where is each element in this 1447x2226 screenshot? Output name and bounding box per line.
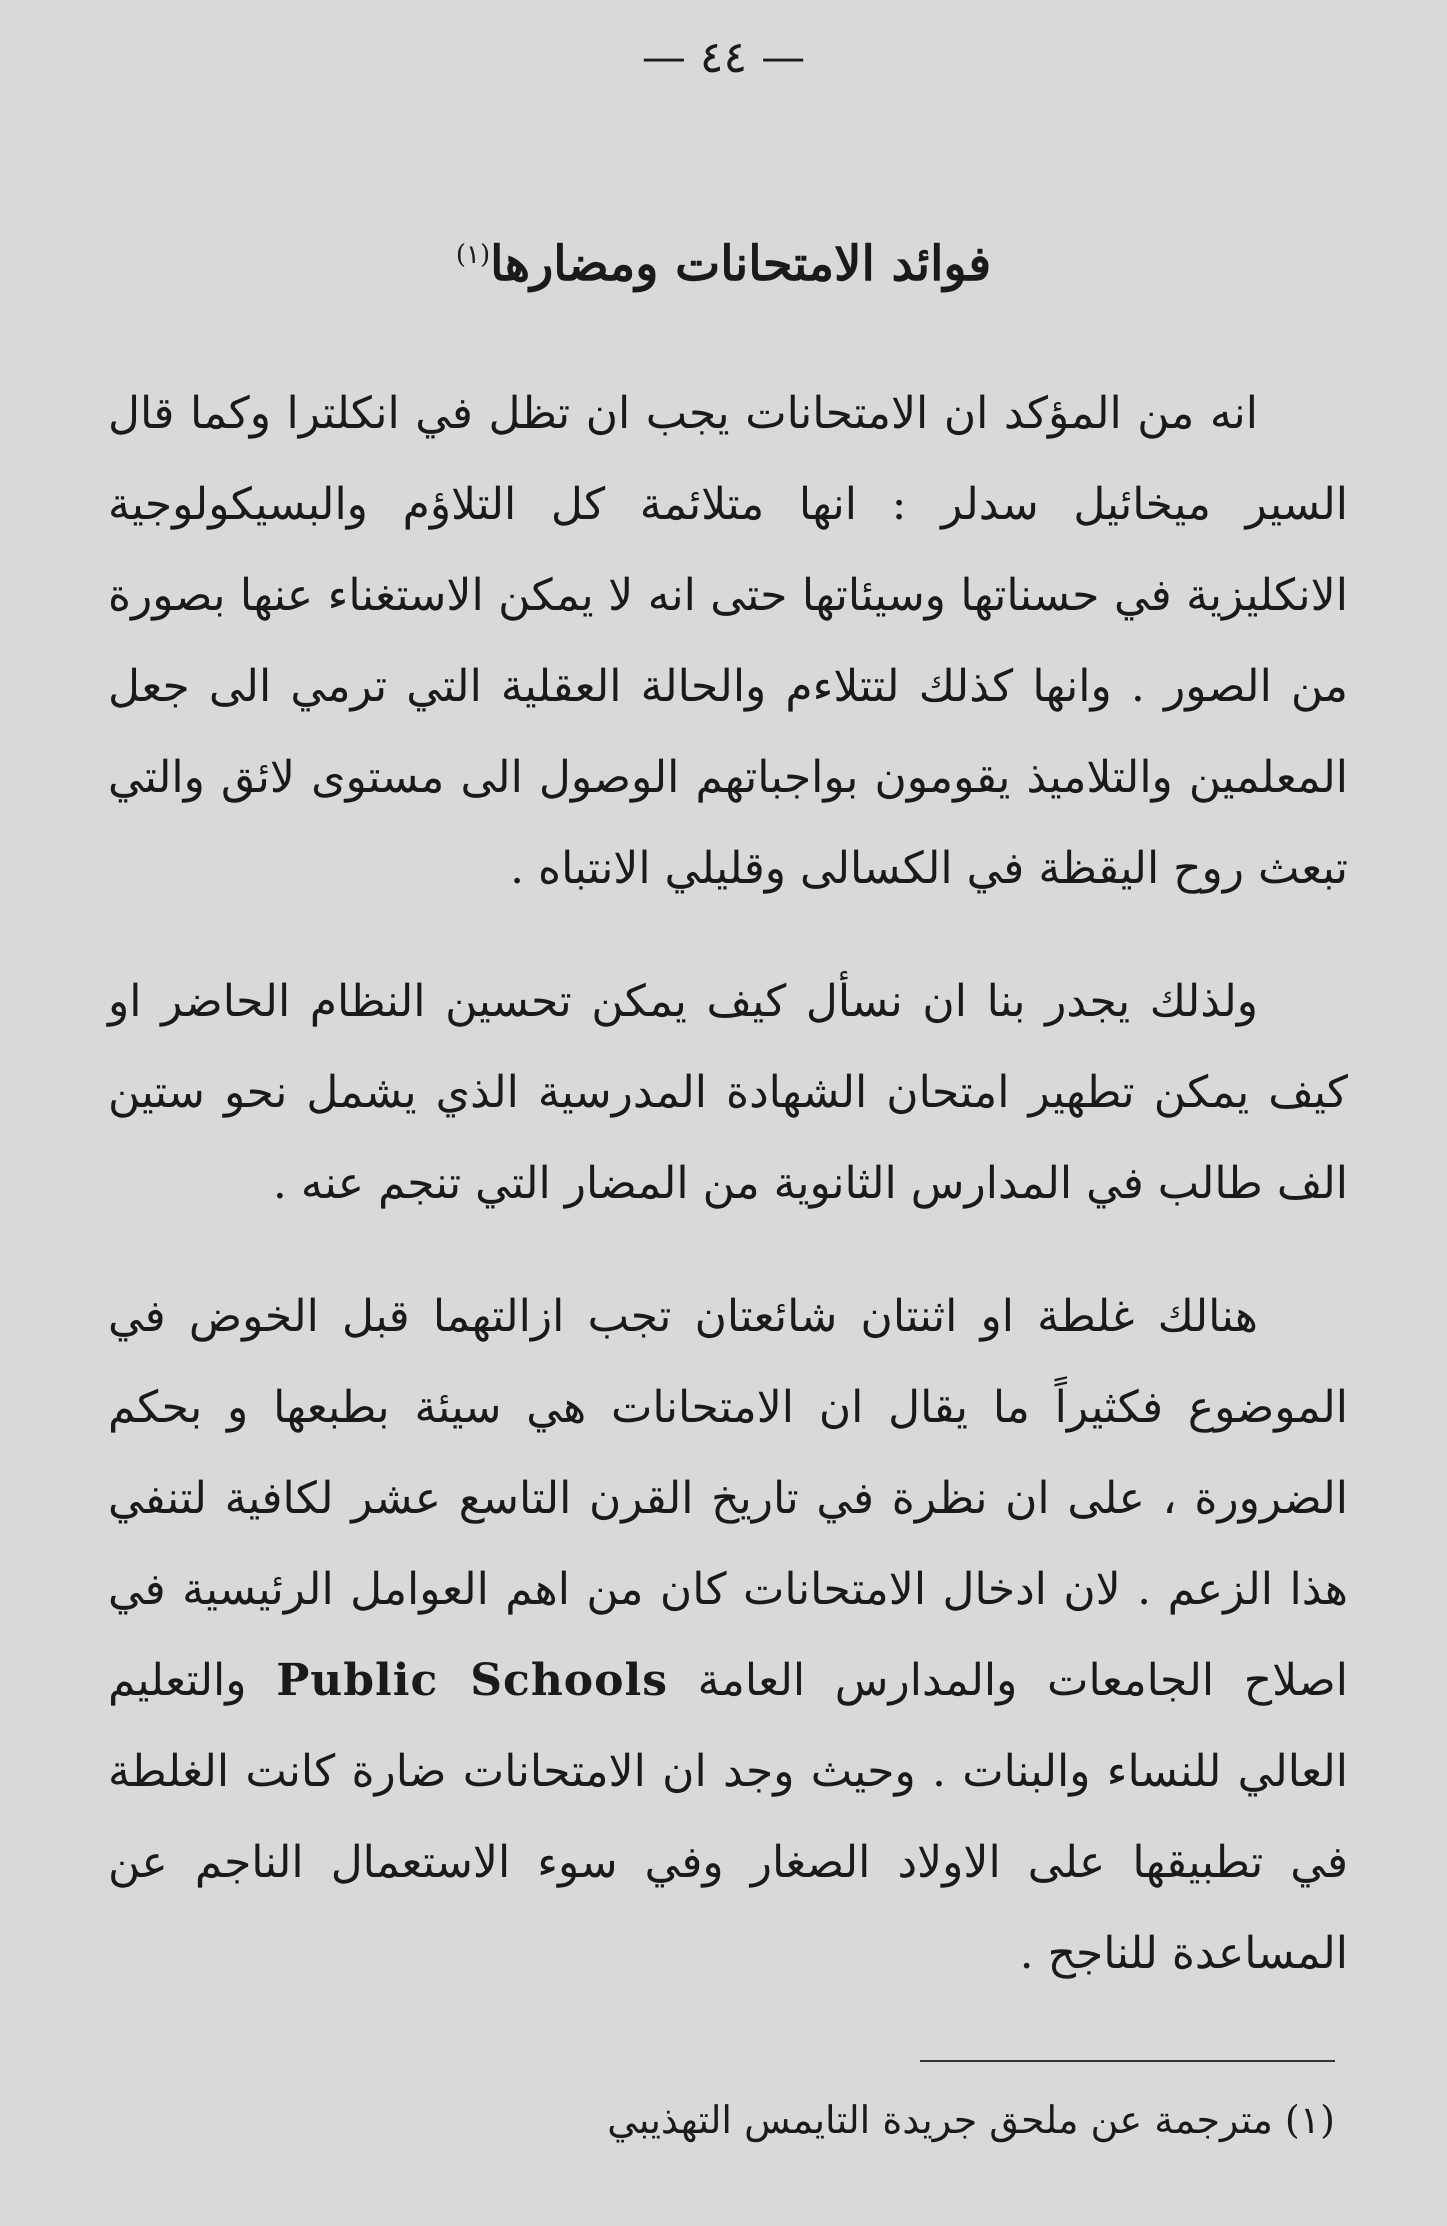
article-title xyxy=(0,215,1447,304)
paragraph-2: ولذلك يجدر بنا ان نسأل كيف يمكن تحسين النظام الحاضر او كيف يمكن تطهير امتحان الشهادة المدرسية الذي يشمل نحو ستين الف طالب في المدارس الثانوية من المضار التي تنجم عنه . xyxy=(108,976,1348,1209)
title-footnote-marker: (١) xyxy=(455,240,491,270)
latin-term: Public Schools xyxy=(276,1655,668,1706)
footnote-text: مترجمة عن ملحق جريدة التايمس التهذيبي xyxy=(607,2098,1273,2142)
page-number: — ٤٤ — xyxy=(641,32,806,83)
article-body xyxy=(108,368,1348,2041)
article-title-text: فوائد الامتحانات ومضارها xyxy=(490,236,992,292)
paragraph-3-text-after: والتعليم العالي للنساء والبنات . وحيث وجد ان الامتحانات ضارة كانت الغلطة في تطبيقها على الاولاد الصغار وفي سوء الاستعمال الناجم عن المساعدة للناجح . xyxy=(108,1655,1348,1979)
paragraph-1: انه من المؤكد ان الامتحانات يجب ان تظل في انكلترا وكما قال السير ميخائيل سدلر : انها متلائمة كل التلاؤم والبسيكولوجية الانكليزية في حسناتها وسيئاتها حتى انه لا يمكن الاستغناء عنها بصورة من الصور . وانها كذلك لتتلاءم والحالة العقلية التي ترمي الى جعل المعلمين والتلاميذ يقومون بواجباتهم الوصول الى مستوى لائق والتي تبعث روح اليقظة في الكسالى وقليلي الانتباه . xyxy=(108,388,1348,894)
paragraph-3-text-before: هنالك غلطة او اثنتان شائعتان تجب ازالتهما قبل الخوض في الموضوع فكثيراً ما يقال ان الامتحانات هي سيئة بطبعها و بحكم الضرورة ، على ان نظرة في تاريخ القرن التاسع عشر لكافية لتنفي هذا الزعم . لان ادخال الامتحانات كان من اهم العوامل الرئيسية في اصلاح الجامعات والمدارس العامة xyxy=(108,1291,1348,1706)
paragraph-3 xyxy=(108,1271,1348,1999)
footnote-marker: (١) xyxy=(1284,2098,1335,2142)
footnote xyxy=(435,2090,1335,2150)
footnote-divider xyxy=(920,2060,1335,2062)
